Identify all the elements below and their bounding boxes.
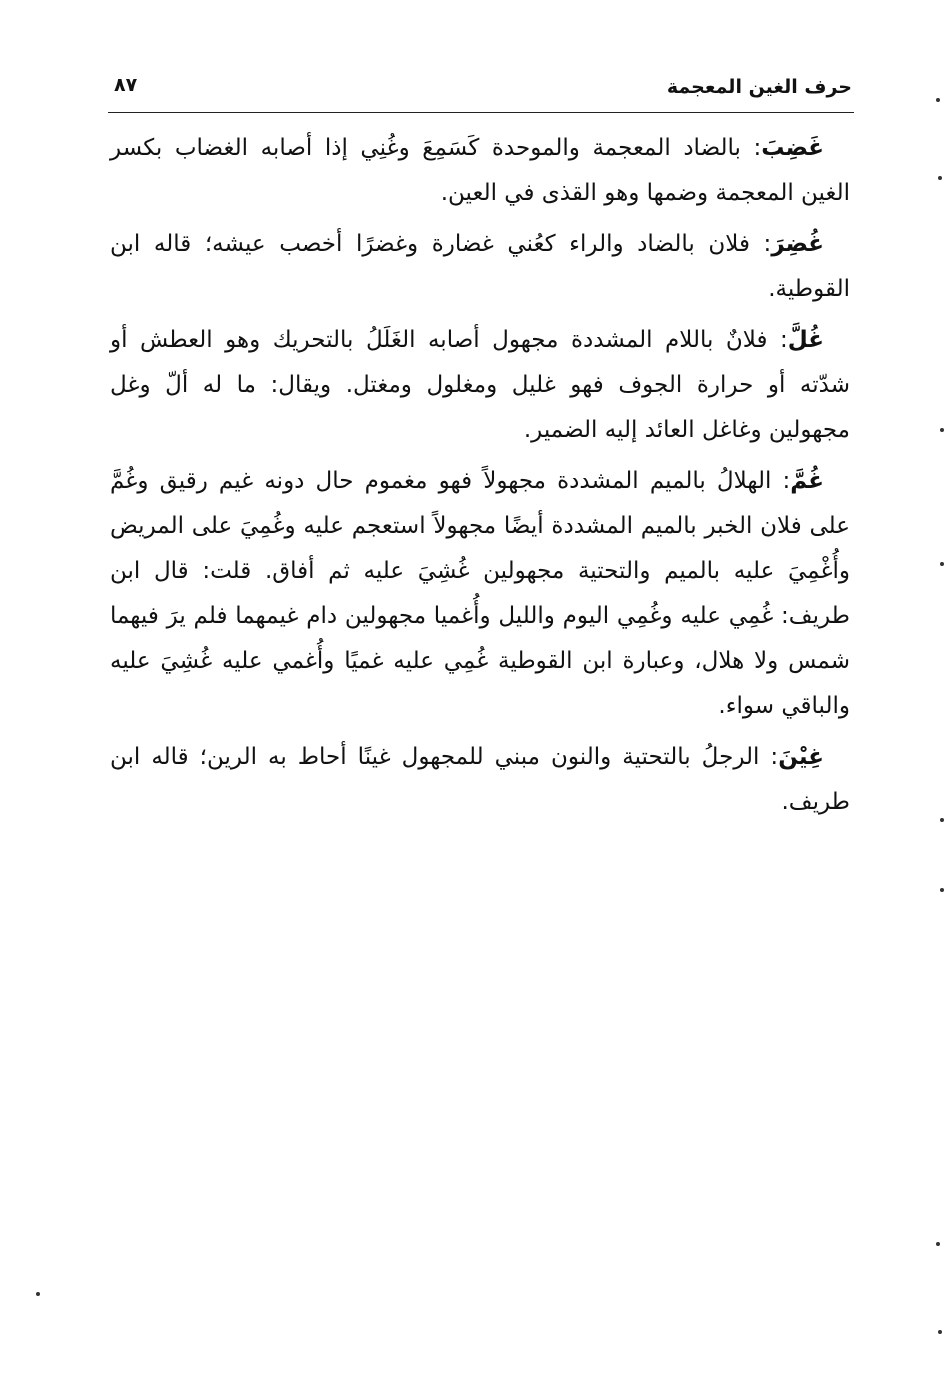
scan-speck [938,1330,942,1334]
entry-headword: غِيْنَ [778,744,824,770]
entry-headword: غَضِبَ [761,135,824,161]
header-divider [108,112,854,113]
scan-speck [936,98,940,102]
scan-speck [936,1242,940,1246]
running-title: حرف الغين المعجمة [666,76,852,98]
page-body [110,126,850,831]
dictionary-entry [110,222,850,312]
entry-headword: غُمَّ [790,468,824,494]
page-header [108,70,852,110]
dictionary-entry [110,735,850,825]
page-number: ٨٧ [114,74,138,96]
scan-speck [940,818,944,822]
scan-speck [940,562,944,566]
dictionary-entry [110,318,850,453]
entry-headword: غُلَّ [787,327,824,353]
entry-text: : بالضاد المعجمة والموحدة كَسَمِعَ وغُنِي إذا أصابه الغضاب بكسر الغين المعجمة وضمها وهو القذى في العين. [110,135,850,206]
entry-text: : فلانٌ باللام المشددة مجهول أصابه الغَلَلُ بالتحريك وهو العطش أو شدّته أو حرارة الجوف فهو غليل ومغلول ومغتل. ويقال: ما له ألّ وغل مجهولين وغاغل العائد إليه الضمير. [110,327,850,443]
entry-text: : الهلالُ بالميم المشددة مجهولاً فهو مغموم حال دونه غيم رقيق وغُمَّ على فلان الخبر بالميم المشددة أيضًا مجهولاً استعجم عليه وغُمِيَ على المريض وأُغْمِيَ عليه بالميم والتحتية مجهولين غُشِيَ عليه ثم أفاق. قلت: قال ابن طريف: غُمِي عليه وغُمِي اليوم والليل وأُغميا مجهولين دام غيمهما فلم يرَ فيهما شمس ولا هلال، وعبارة ابن القوطية غُمِي عليه غميًا وأُغمي عليه غُشِيَ عليه والباقي سواء. [110,468,850,719]
entry-text: : الرجلُ بالتحتية والنون مبني للمجهول غينًا أحاط به الرين؛ قاله ابن طريف. [110,744,850,815]
scan-speck [940,888,944,892]
entry-headword: غُضِرَ [771,231,824,257]
dictionary-entry [110,459,850,729]
dictionary-entry [110,126,850,216]
scan-speck [940,428,944,432]
scan-speck [36,1292,40,1296]
entry-text: : فلان بالضاد والراء كعُني غضارة وغضرًا أخصب عيشه؛ قاله ابن القوطية. [110,231,850,302]
scan-speck [938,176,942,180]
